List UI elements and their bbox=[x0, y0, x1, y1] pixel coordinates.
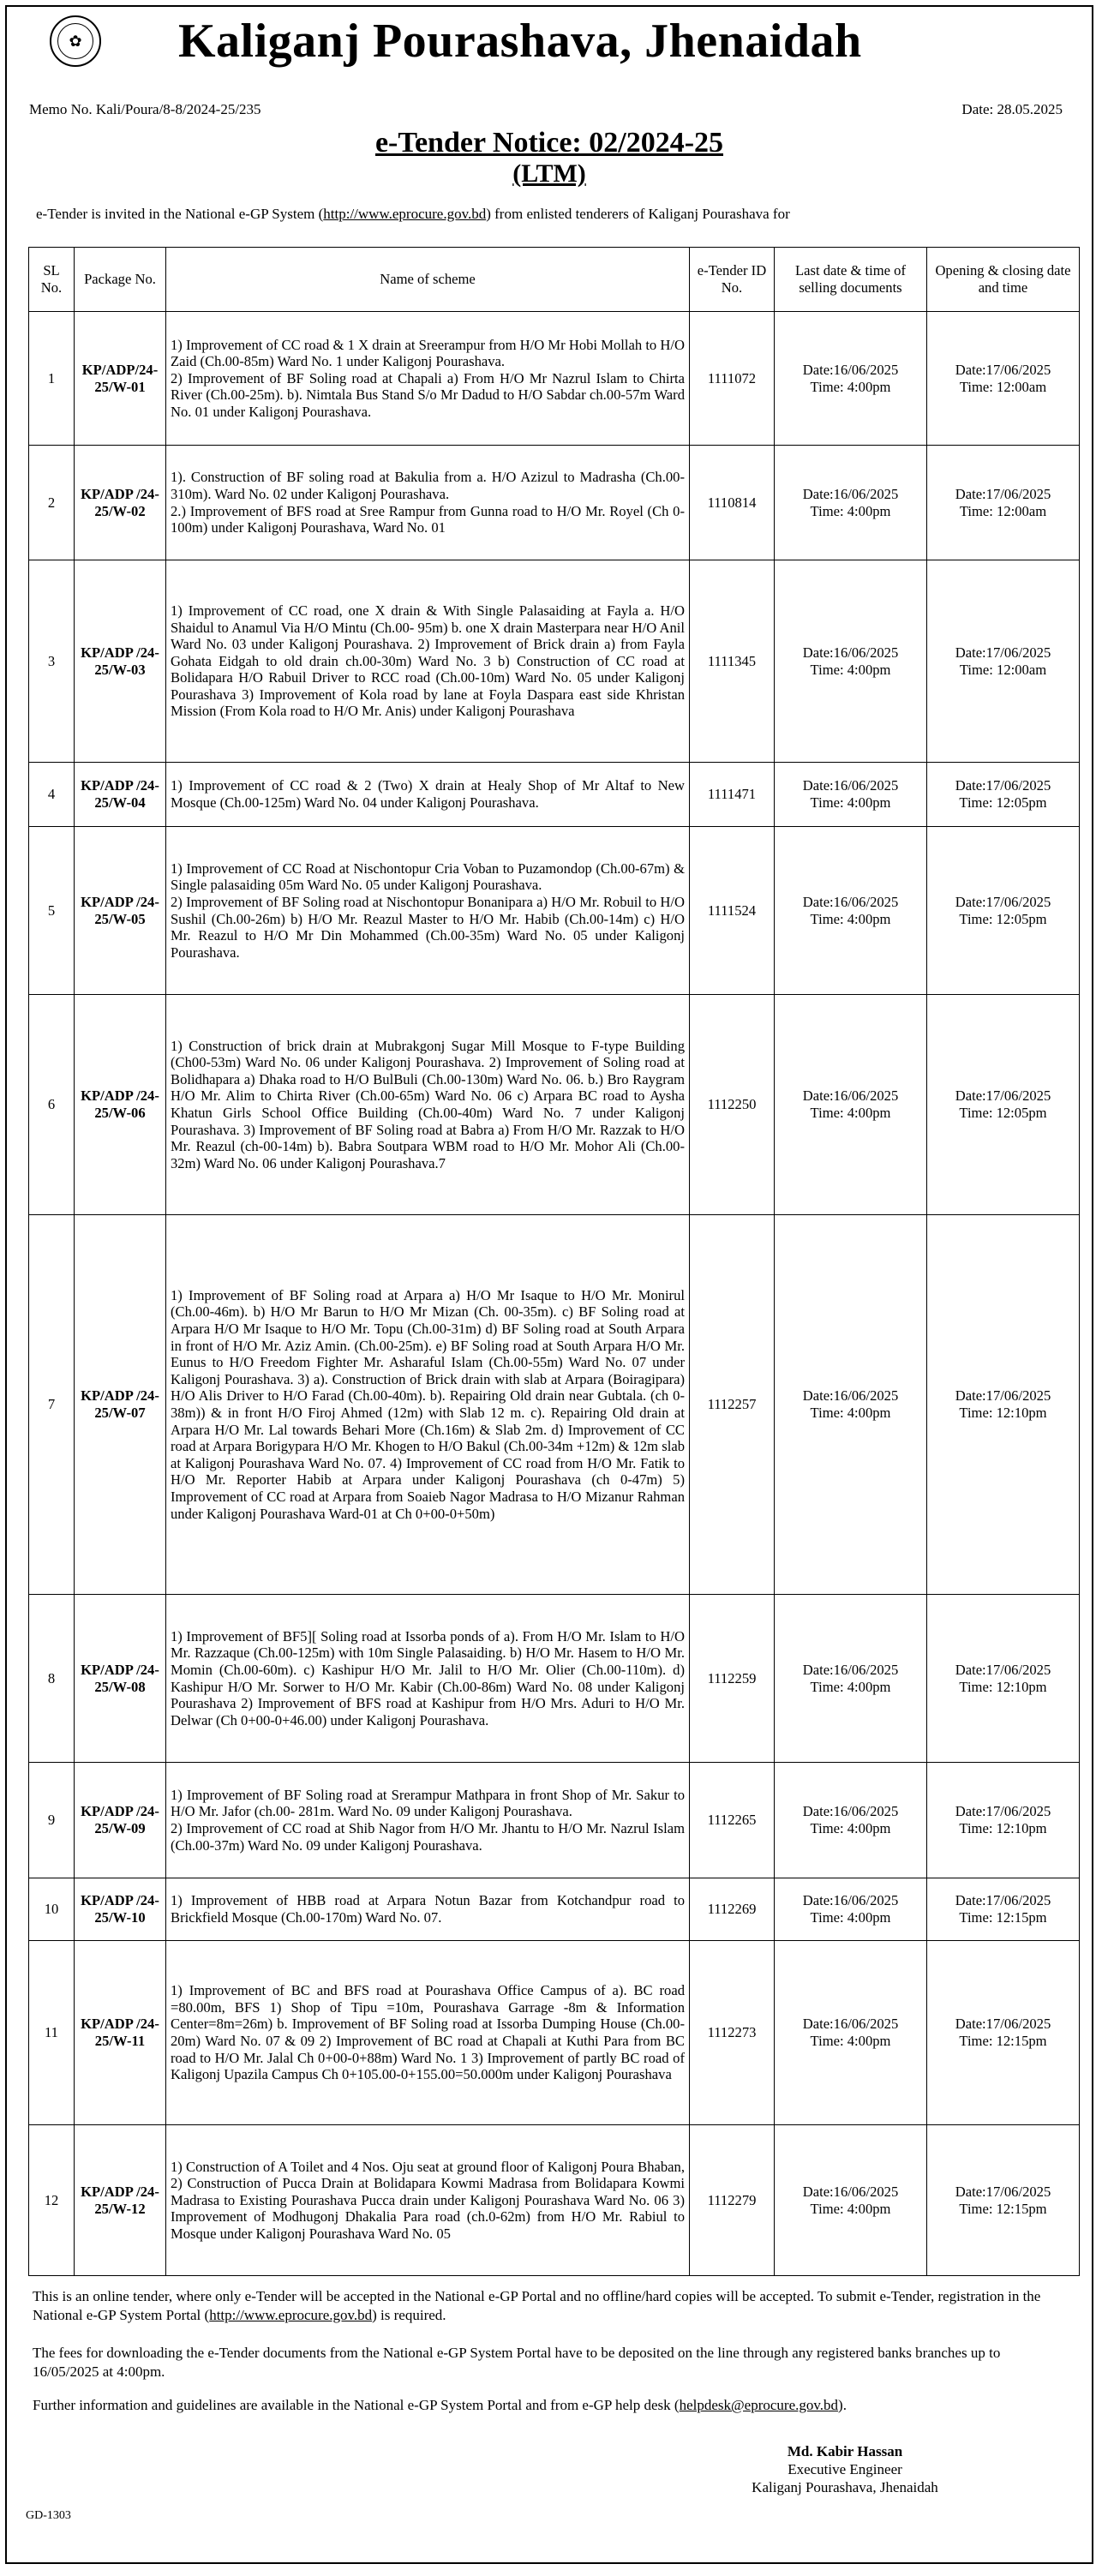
opening-time: Time: 12:15pm bbox=[959, 2200, 1047, 2217]
signatory-name: Md. Kabir Hassan bbox=[787, 2443, 903, 2459]
cell-scheme: 1) Improvement of CC road, one X drain & With Single Palasaiding at Fayla a. H/O Shaidul to Anamul Via H/O Mintu (Ch.00- 95m) b. one X drain Masterpara near H/O Anil Ward No. 03 under Kaligonj Pourashava. 2) Improvement of Brick drain a) from Fayla Gohata Eidgah to old drain ch.00-30m) Ward No. 3 b) Construction of CC road at Bolidapara H/O Rabuil Driver to RCC road (Ch.00-10m) Ward No. 05 under Kaligonj Pourashava 3) Improvement of Kola road by lane at Foyla Daspara east side Khristan Mission (From Kola road to H/O Mr. Anis) under Kaligonj Pourashava bbox=[166, 560, 690, 763]
table-row bbox=[29, 2125, 1080, 2276]
signatory-office: Kaliganj Pourashava, Jhenaidah bbox=[752, 2479, 938, 2495]
cell-scheme: 1) Improvement of BC and BFS road at Pourashava Office Campus of a). BC road =80.00m, BFS 1) Shop of Tipu =10m, Pourashava Garrage -8m & Information Center=8m=26m) b. Improvement of BF Soling road at Issorba Dumping House (Ch.00-20m) Ward No. 07 & 09 2) Improvement of BC road at Chapali at Kuthi Para from BC road to H/O Mr. Jalal Ch 0+00-0+88m) Ward No. 1 3) Improvement of partly BC road of Kaligonj Upazila Campus Ch 0+105.00-0+155.00=50.000m under Kaligonj Pourashava bbox=[166, 1941, 690, 2125]
selling-date: Date:16/06/2025 bbox=[802, 1087, 899, 1105]
cell-selling bbox=[775, 312, 927, 446]
cell-selling bbox=[775, 560, 927, 763]
table-row bbox=[29, 763, 1080, 827]
selling-time: Time: 4:00pm bbox=[810, 502, 891, 519]
cell-scheme: 1) Construction of A Toilet and 4 Nos. Oju seat at ground floor of Kaligonj Poura Bhaban, 2) Construction of Pucca Drain at Bolidapara Kowmi Madrasa from Bolidapara Kowmi Madrasa to Existing Pourashava Pucca drain under Kaligonj Pourashava Ward No. 06 3) Improvement of Modhugonj Dhakalia Para road (ch.0-62m) from H/O Mr. Rabiul to Mosque under Kaligonj Pourashava Ward No. 05 bbox=[166, 2125, 690, 2276]
opening-time: Time: 12:05pm bbox=[959, 910, 1047, 927]
opening-date: Date:17/06/2025 bbox=[955, 893, 1051, 910]
selling-date: Date:16/06/2025 bbox=[802, 644, 899, 661]
cell-scheme: 1) Improvement of BF5][ Soling road at Issorba ponds of a). From H/O Mr. Islam to H/O Mr. Razzaque (Ch.00-125m) with 10m Single Palasaiding. b) H/O Mr. Hasem to H/O Mr. Momin (Ch.00-60m). c) Kashipur H/O Mr. Jalil to H/O Mr. Olier (Ch.00-110m). d) Kashipur H/O Mr. Sorwer to H/O Mr. Kabir (Ch.00-86m) Ward No. 08 under Kaligonj Pourashava 2) Improvement of BFS road at Kashipur from H/O Mrs. Aduri to H/O Mr. Delwar (Ch 0+00-0+46.00) under Kaligonj Pourashava. bbox=[166, 1595, 690, 1763]
opening-time: Time: 12:05pm bbox=[959, 794, 1047, 811]
cell-package: KP/ADP /24-25/W-09 bbox=[75, 1763, 166, 1878]
cell-package: KP/ADP /24-25/W-05 bbox=[75, 827, 166, 995]
table-row bbox=[29, 995, 1080, 1215]
opening-time: Time: 12:10pm bbox=[959, 1405, 1047, 1421]
selling-date: Date:16/06/2025 bbox=[802, 1892, 899, 1909]
opening-date: Date:17/06/2025 bbox=[955, 1803, 1051, 1820]
opening-date: Date:17/06/2025 bbox=[955, 485, 1051, 502]
cell-tender-id: 1112273 bbox=[690, 1941, 775, 2125]
selling-date: Date:16/06/2025 bbox=[802, 2016, 899, 2033]
cell-package: KP/ADP /24-25/W-02 bbox=[75, 446, 166, 560]
cell-opening bbox=[927, 1595, 1080, 1763]
selling-date: Date:16/06/2025 bbox=[802, 893, 899, 910]
opening-time: Time: 12:00am bbox=[959, 502, 1047, 519]
selling-time: Time: 4:00pm bbox=[810, 661, 891, 678]
opening-time: Time: 12:15pm bbox=[959, 2033, 1047, 2049]
opening-time: Time: 12:10pm bbox=[959, 1820, 1047, 1836]
selling-date: Date:16/06/2025 bbox=[802, 1661, 899, 1678]
header-sl: SL No. bbox=[29, 248, 75, 312]
cell-scheme: 1) Improvement of BF Soling road at Arpara a) H/O Mr Isaque to H/O Mr. Monirul (Ch.00-46m). b) H/O Mr Barun to H/O Mr Mizan (Ch. 00-35m). c) BF Soling road at Arpara H/O Mr Isaque to H/O Mr. Topu (Ch.00-31m) d) BF Soling road at South Arpara in front of H/O Mr. Aziz Amin. (Ch.00-25m). e) BF Soling road at South Arpara H/O Mr. Eunus to H/O Freedom Fighter Mr. Asharaful Islam (Ch.00-55m) Ward No. 07 under Kaligonj Pourashava. 3) a). Construction of Brick drain with slab at Arpara (Boiragipara) H/O Alis Driver to H/O Farad (Ch.00-40m). b). Repairing Old drain near Gubtala. (ch 0-38m)) & in front H/O Firoj Ahmed (12m) with Slab 12 m. c). Repairing Old drain at Arpara H/O Mr. Lal towards Behari More (Ch.16m) & Slab 2m. d) Improvement of CC road at Arpara Borigypara H/O Mr. Khogen to H/O Bakul (Ch.00-34m +12m) & 12m slab at Kaligonj Pourashava Ward No. 07. 4) Improvement of CC road from H/O Mr. Fatik to H/O Mr. Reporter Habib at Arpara under Kaligonj Pourashava (ch 0-47m) 5) Improvement of CC road at Arpara from Soaieb Nagor Madrasa to H/O Mizanur Rahman under Kaligonj Pourashava Ward-01 at Ch 0+00-0+50m) bbox=[166, 1215, 690, 1595]
cell-opening bbox=[927, 1215, 1080, 1595]
cell-sl: 8 bbox=[29, 1595, 75, 1763]
cell-tender-id: 1112265 bbox=[690, 1763, 775, 1878]
eprocure-footer-link[interactable]: http://www.eprocure.gov.bd bbox=[209, 2307, 373, 2323]
notice-subtitle: (LTM) bbox=[512, 159, 586, 188]
header-scheme: Name of scheme bbox=[166, 248, 690, 312]
selling-time: Time: 4:00pm bbox=[810, 1105, 891, 1121]
memo-number: Memo No. Kali/Poura/8-8/2024-25/235 bbox=[29, 101, 261, 117]
selling-date: Date:16/06/2025 bbox=[802, 361, 899, 378]
selling-date: Date:16/06/2025 bbox=[802, 1803, 899, 1820]
cell-opening bbox=[927, 763, 1080, 827]
tender-notice-page bbox=[5, 5, 1093, 2564]
cell-package: KP/ADP /24-25/W-08 bbox=[75, 1595, 166, 1763]
selling-time: Time: 4:00pm bbox=[810, 1678, 891, 1695]
table-row bbox=[29, 1763, 1080, 1878]
cell-opening bbox=[927, 1763, 1080, 1878]
government-seal-icon: ✿ bbox=[50, 15, 101, 67]
cell-tender-id: 1112259 bbox=[690, 1595, 775, 1763]
cell-opening bbox=[927, 995, 1080, 1215]
document-code: GD-1303 bbox=[26, 2509, 71, 2522]
cell-package: KP/ADP /24-25/W-03 bbox=[75, 560, 166, 763]
opening-time: Time: 12:10pm bbox=[959, 1678, 1047, 1695]
cell-opening bbox=[927, 312, 1080, 446]
notice-title: e-Tender Notice: 02/2024-25 bbox=[374, 127, 724, 159]
cell-opening bbox=[927, 1941, 1080, 2125]
selling-time: Time: 4:00pm bbox=[810, 794, 891, 811]
table-header-row bbox=[29, 248, 1080, 312]
selling-time: Time: 4:00pm bbox=[810, 1820, 891, 1836]
table-row bbox=[29, 446, 1080, 560]
notice-date: Date: 28.05.2025 bbox=[961, 101, 1063, 117]
cell-selling bbox=[775, 1215, 927, 1595]
selling-time: Time: 4:00pm bbox=[810, 378, 891, 395]
page-title: Kaliganj Pourashava, Jhenaidah bbox=[178, 15, 862, 68]
selling-time: Time: 4:00pm bbox=[810, 1909, 891, 1926]
cell-scheme: 1). Construction of BF soling road at Bakulia from a. H/O Azizul to Madrasha (Ch.00-310m). Ward No. 02 under Kaligonj Pourashava. 2.) Improvement of BFS road at Sree Rampur from Gunna road to H/O Mr. Royel (Ch 0-100m) under Kaligonj Pourashava, Ward No. 01 bbox=[166, 446, 690, 560]
cell-selling bbox=[775, 827, 927, 995]
cell-sl: 5 bbox=[29, 827, 75, 995]
opening-date: Date:17/06/2025 bbox=[955, 1387, 1051, 1405]
cell-package: KP/ADP /24-25/W-06 bbox=[75, 995, 166, 1215]
signature-block bbox=[716, 2442, 973, 2496]
cell-sl: 3 bbox=[29, 560, 75, 763]
eprocure-link[interactable]: http://www.eprocure.gov.bd bbox=[323, 206, 487, 222]
cell-selling bbox=[775, 763, 927, 827]
cell-tender-id: 1112257 bbox=[690, 1215, 775, 1595]
selling-date: Date:16/06/2025 bbox=[802, 1387, 899, 1405]
cell-tender-id: 1112250 bbox=[690, 995, 775, 1215]
cell-sl: 12 bbox=[29, 2125, 75, 2276]
cell-opening bbox=[927, 1878, 1080, 1941]
intro-text: e-Tender is invited in the National e-GP System (http://www.eprocure.gov.bd) from enlisted tenderers of Kaliganj Pourashava for bbox=[36, 206, 790, 222]
table-row bbox=[29, 1878, 1080, 1941]
selling-time: Time: 4:00pm bbox=[810, 2200, 891, 2217]
opening-time: Time: 12:00am bbox=[959, 378, 1047, 395]
tender-table bbox=[28, 247, 1080, 2276]
opening-date: Date:17/06/2025 bbox=[955, 361, 1051, 378]
selling-date: Date:16/06/2025 bbox=[802, 485, 899, 502]
opening-time: Time: 12:00am bbox=[959, 661, 1047, 678]
page-header bbox=[7, 7, 1092, 67]
cell-tender-id: 1112279 bbox=[690, 2125, 775, 2276]
header-opening: Opening & closing date and time bbox=[927, 248, 1080, 312]
header-selling: Last date & time of selling documents bbox=[775, 248, 927, 312]
cell-scheme: 1) Improvement of CC road & 2 (Two) X drain at Healy Shop of Mr Altaf to New Mosque (Ch.00-125m) Ward No. 04 under Kaligonj Pourashava. bbox=[166, 763, 690, 827]
helpdesk-note: Further information and guidelines are available in the National e-GP System Portal and from e-GP help desk (helpdesk@eprocure.gov.bd). bbox=[33, 2397, 847, 2413]
cell-tender-id: 1110814 bbox=[690, 446, 775, 560]
opening-date: Date:17/06/2025 bbox=[955, 777, 1051, 794]
selling-time: Time: 4:00pm bbox=[810, 1405, 891, 1421]
selling-date: Date:16/06/2025 bbox=[802, 2183, 899, 2200]
opening-time: Time: 12:05pm bbox=[959, 1105, 1047, 1121]
cell-selling bbox=[775, 2125, 927, 2276]
cell-sl: 7 bbox=[29, 1215, 75, 1595]
fees-note: The fees for downloading the e-Tender documents from the National e-GP System Portal have to be deposited on the line through any registered banks branches up to 16/05/2025 at 4:00pm. bbox=[33, 2345, 1001, 2380]
opening-date: Date:17/06/2025 bbox=[955, 644, 1051, 661]
cell-package: KP/ADP /24-25/W-12 bbox=[75, 2125, 166, 2276]
selling-date: Date:16/06/2025 bbox=[802, 777, 899, 794]
cell-sl: 2 bbox=[29, 446, 75, 560]
cell-scheme: 1) Improvement of HBB road at Arpara Notun Bazar from Kotchandpur road to Brickfield Mosque (Ch.00-170m) Ward No. 07. bbox=[166, 1878, 690, 1941]
table-row bbox=[29, 312, 1080, 446]
cell-sl: 1 bbox=[29, 312, 75, 446]
opening-date: Date:17/06/2025 bbox=[955, 1087, 1051, 1105]
cell-sl: 11 bbox=[29, 1941, 75, 2125]
cell-tender-id: 1111471 bbox=[690, 763, 775, 827]
cell-selling bbox=[775, 1878, 927, 1941]
cell-package: KP/ADP /24-25/W-11 bbox=[75, 1941, 166, 2125]
table-row bbox=[29, 560, 1080, 763]
header-package: Package No. bbox=[75, 248, 166, 312]
cell-scheme: 1) Improvement of CC Road at Nischontopur Cria Voban to Puzamondop (Ch.00-67m) & Single palasaiding 05m Ward No. 05 under Kaligonj Pourashava. 2) Improvement of BF Soling road at Nischontopur Bonanipara a) H/O Mr. Robuil to H/O Sushil (Ch.00-26m) b) H/O Mr. Reazul Master to H/O Mr. Habib (Ch.00-14m) c) H/O Mr. Reazul to H/O Mr Din Mohammed (Ch.00-35m) Ward No. 05 under Kaligonj Pourashava. bbox=[166, 827, 690, 995]
cell-sl: 4 bbox=[29, 763, 75, 827]
table-row bbox=[29, 827, 1080, 995]
online-tender-note: This is an online tender, where only e-Tender will be accepted in the National e-GP Portal and no offline/hard copies will be accepted. To submit e-Tender, registration in the National e-GP System Portal (http://www.eprocure.gov.bd) is required. bbox=[33, 2288, 1041, 2323]
cell-opening bbox=[927, 2125, 1080, 2276]
cell-sl: 6 bbox=[29, 995, 75, 1215]
cell-selling bbox=[775, 1763, 927, 1878]
opening-date: Date:17/06/2025 bbox=[955, 2016, 1051, 2033]
signatory-designation: Executive Engineer bbox=[788, 2461, 902, 2477]
cell-tender-id: 1112269 bbox=[690, 1878, 775, 1941]
table-row bbox=[29, 1215, 1080, 1595]
cell-tender-id: 1111072 bbox=[690, 312, 775, 446]
cell-package: KP/ADP/24-25/W-01 bbox=[75, 312, 166, 446]
cell-opening bbox=[927, 446, 1080, 560]
cell-scheme: 1) Improvement of CC road & 1 X drain at Sreerampur from H/O Mr Hobi Mollah to H/O Zaid (Ch.00-85m) Ward No. 1 under Kaligonj Pourashava. 2) Improvement of BF Soling road at Chapali a) From H/O Mr Nazrul Islam to Chirta River (Ch.00-25m). b). Nimtala Bus Stand S/o Mr Dadud to H/O Sabdar ch.00-57m Ward No. 01 under Kaligonj Pourashava. bbox=[166, 312, 690, 446]
opening-date: Date:17/06/2025 bbox=[955, 1892, 1051, 1909]
table-row bbox=[29, 1595, 1080, 1763]
cell-selling bbox=[775, 995, 927, 1215]
cell-scheme: 1) Improvement of BF Soling road at Srerampur Mathpara in front Shop of Mr. Sakur to H/O Mr. Jafor (ch.00- 281m. Ward No. 09 under Kaligonj Pourashava. 2) Improvement of CC road at Shib Nagor from H/O Mr. Jhantu to H/O Mr. Nazrul Islam (Ch.00-37m) Ward No. 09 under Kaligonj Pourashava. bbox=[166, 1763, 690, 1878]
cell-package: KP/ADP /24-25/W-10 bbox=[75, 1878, 166, 1941]
cell-sl: 9 bbox=[29, 1763, 75, 1878]
helpdesk-email-link[interactable]: helpdesk@eprocure.gov.bd bbox=[679, 2397, 839, 2413]
cell-opening bbox=[927, 560, 1080, 763]
cell-package: KP/ADP /24-25/W-04 bbox=[75, 763, 166, 827]
header-tender-id: e-Tender ID No. bbox=[690, 248, 775, 312]
opening-date: Date:17/06/2025 bbox=[955, 2183, 1051, 2200]
opening-time: Time: 12:15pm bbox=[959, 1909, 1047, 1926]
cell-package: KP/ADP /24-25/W-07 bbox=[75, 1215, 166, 1595]
cell-opening bbox=[927, 827, 1080, 995]
table-row bbox=[29, 1941, 1080, 2125]
cell-selling bbox=[775, 1595, 927, 1763]
selling-time: Time: 4:00pm bbox=[810, 2033, 891, 2049]
cell-scheme: 1) Construction of brick drain at Mubrakgonj Sugar Mill Mosque to F-type Building (Ch00-53m) Ward No. 06 under Kaligonj Pourashava. 2) Improvement of Soling road at Bolidhapara a) Dhaka road to H/O BulBuli (Ch.00-130m) Ward No. 06. b.) Bro Raygram H/O Mr. Alim to Chirta River (Ch.00-65m) Ward No. 06 c) Arpara BC road to Aysha Khatun Girls School Office Building (Ch.00-40m) Ward No. 7 under Kaligonj Pourashava. 3) Improvement of BF Soling road at Babra a) From H/O Mr. Razzak to H/O Mr. Reazul (ch-00-14m) b). Babra Soutpara WBM road to H/O Mr. Mohor Ali (Ch.00-32m) Ward No. 06 under Kaligonj Pourashava.7 bbox=[166, 995, 690, 1215]
cell-selling bbox=[775, 446, 927, 560]
cell-selling bbox=[775, 1941, 927, 2125]
cell-tender-id: 1111345 bbox=[690, 560, 775, 763]
cell-sl: 10 bbox=[29, 1878, 75, 1941]
opening-date: Date:17/06/2025 bbox=[955, 1661, 1051, 1678]
cell-tender-id: 1111524 bbox=[690, 827, 775, 995]
selling-time: Time: 4:00pm bbox=[810, 910, 891, 927]
